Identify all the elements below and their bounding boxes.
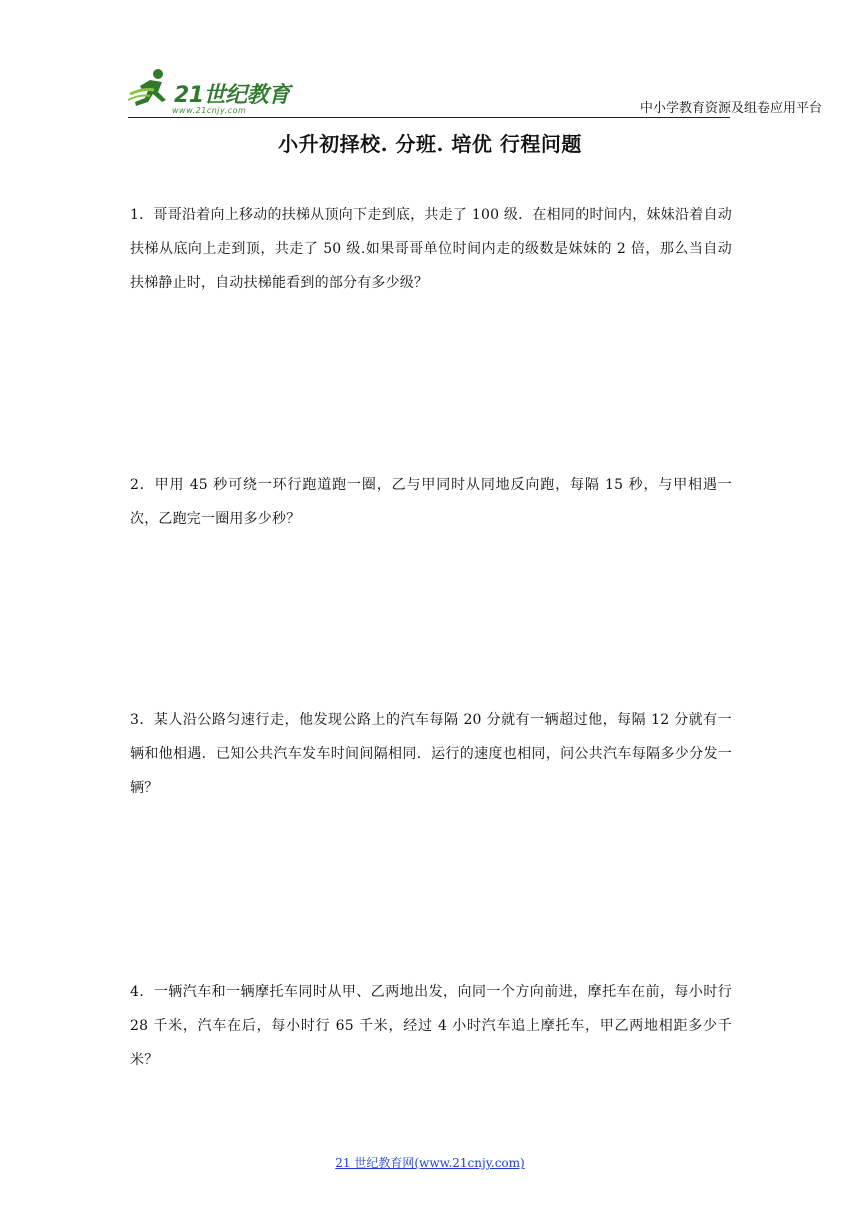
question-1: 1．哥哥沿着向上移动的扶梯从顶向下走到底，共走了 100 级．在相同的时间内，妹妹沿着自动扶梯从底向上走到顶，共走了 50 级.如果哥哥单位时间内走的级数是妹妹的 2 倍，那么当自动扶梯静止时，自动扶梯能看到的部分有多少级？ (130, 207, 732, 291)
footer-link[interactable]: 21 世纪教育网(www.21cnjy.com) (335, 1156, 525, 1170)
page-header (128, 60, 822, 120)
logo-url: www.21cnjy.com (172, 106, 247, 115)
runner-logo-icon (128, 66, 176, 112)
logo-text: 21世纪教育 (174, 83, 290, 108)
platform-name: 中小学教育资源及组卷应用平台 (639, 101, 822, 116)
question-3: 3．某人沿公路匀速行走，他发现公路上的汽车每隔 20 分就有一辆超过他，每隔 12 分就有一辆和他相遇．已知公共汽车发车时间间隔相同．运行的速度也相同，问公共汽车每隔多少分发一辆？ (130, 712, 732, 796)
site-logo[interactable] (128, 66, 308, 116)
header-divider (128, 117, 730, 118)
page-title: 小升初择校. 分班. 培优 行程问题 (278, 132, 582, 156)
question-4: 4．一辆汽车和一辆摩托车同时从甲、乙两地出发，向同一个方向前进，摩托车在前，每小时行 28 千米，汽车在后，每小时行 65 千米，经过 4 小时汽车追上摩托车，甲乙两地相距多少千米？ (130, 984, 732, 1068)
question-2: 2．甲用 45 秒可绕一环行跑道跑一圈，乙与甲同时从同地反向跑，每隔 15 秒，与甲相遇一次，乙跑完一圈用多少秒？ (130, 477, 732, 527)
